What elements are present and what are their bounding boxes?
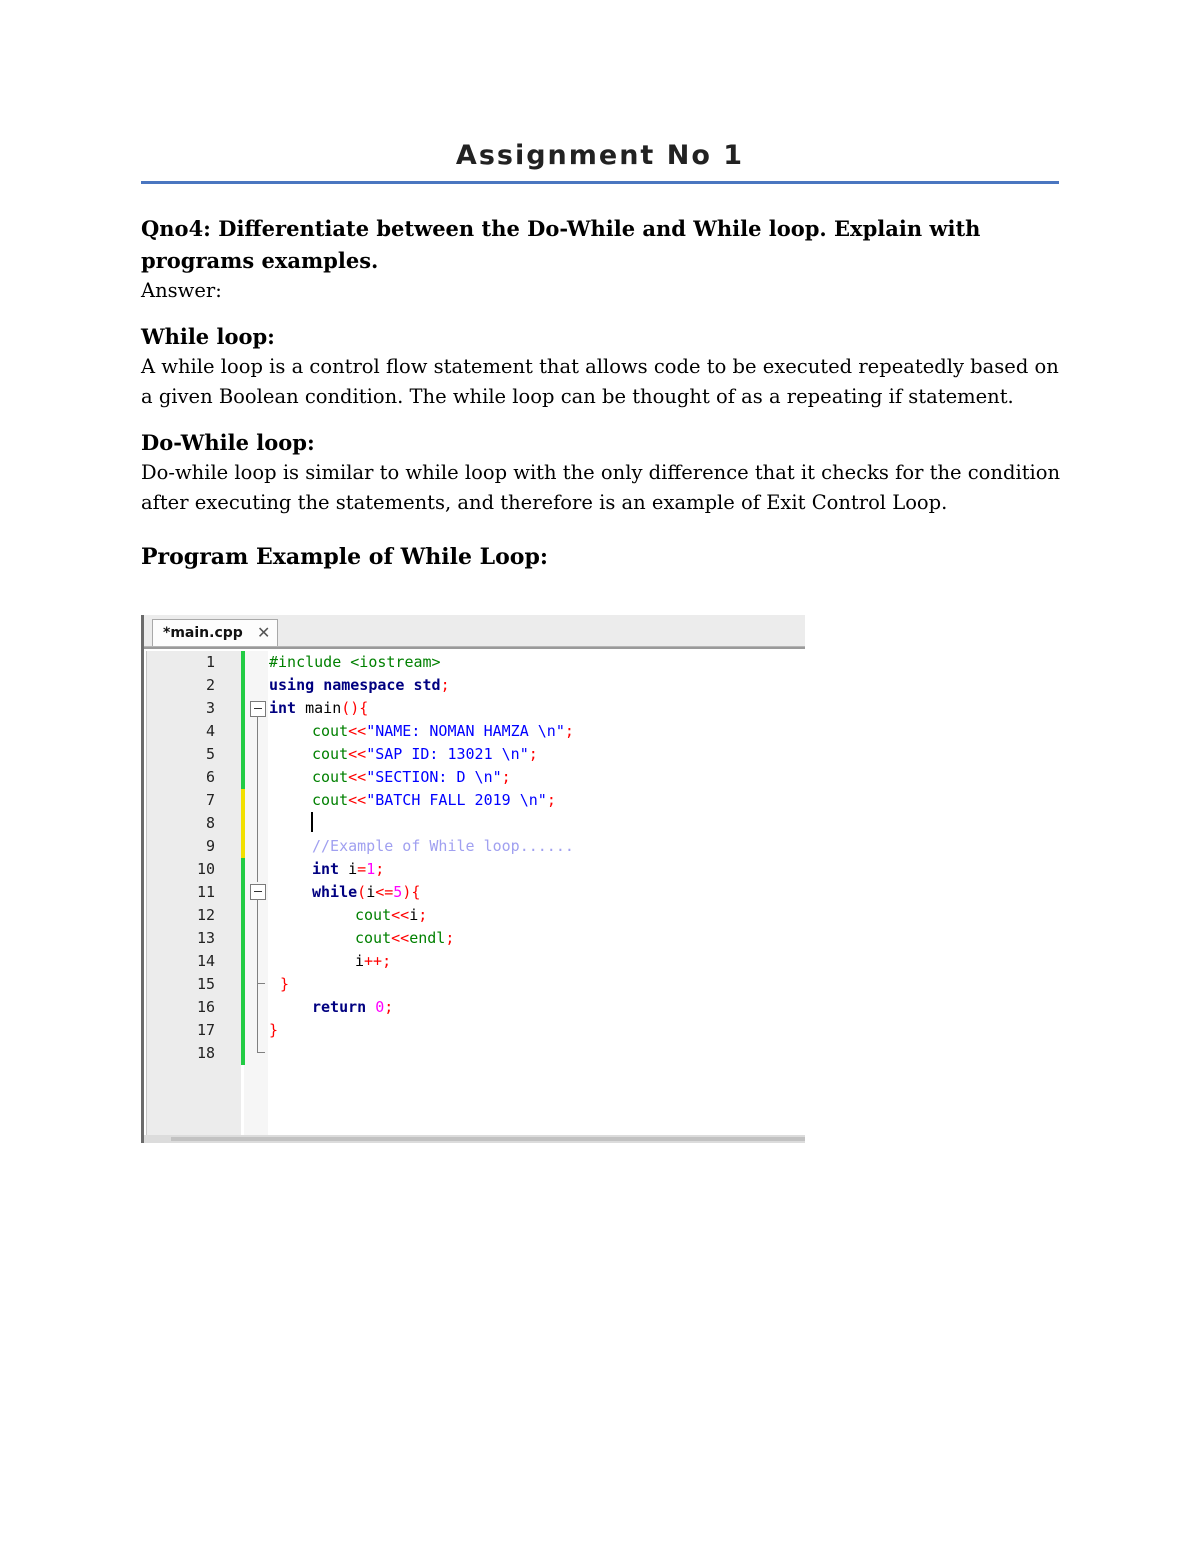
code-line [141,1019,805,1042]
line-number: 15 [196,975,215,993]
code-line [141,835,805,858]
code-text: } [269,1021,279,1039]
line-number: 10 [196,860,215,878]
code-text: using namespace std; [269,676,450,694]
code-text: i++; [355,952,392,970]
line-number: 2 [205,676,215,694]
code-text: cout<<"BATCH FALL 2019 \n"; [312,791,556,809]
scrollbar-thumb[interactable] [171,1137,805,1141]
line-number: 18 [196,1044,215,1062]
answer-label: Answer: [141,279,222,302]
editor-frame-top [144,647,805,649]
line-number: 13 [196,929,215,947]
tab-label: *main.cpp [163,625,243,641]
line-number: 8 [205,814,215,832]
change-marker [241,789,245,812]
horizontal-scrollbar[interactable] [144,1135,805,1143]
question-text: Qno4: Differentiate between the Do-While and While loop. Explain with programs examples. [141,216,981,273]
line-number: 16 [196,998,215,1016]
change-marker [241,766,245,789]
code-text: cout<<i; [355,906,428,924]
change-marker [241,743,245,766]
line-number: 17 [196,1021,215,1039]
code-line [141,858,805,881]
change-marker [241,651,245,674]
code-text: cout<<"SAP ID: 13021 \n"; [312,745,538,763]
code-text: cout<<"SECTION: D \n"; [312,768,511,786]
close-icon[interactable]: ✕ [257,623,271,642]
code-line [141,651,805,674]
code-line [141,789,805,812]
code-line [141,743,805,766]
code-line [141,674,805,697]
code-line [141,812,805,835]
code-line [141,1042,805,1065]
change-marker [241,858,245,881]
line-number: 1 [205,653,215,671]
code-line [141,720,805,743]
title-underline [141,181,1059,184]
line-number: 12 [196,906,215,924]
code-line [141,697,805,720]
while-loop-description: A while loop is a control flow statement that allows code to be executed repeatedly based on a given Boolean condition. The while loop can be thought of as a repeating if statement. [141,355,1059,408]
change-marker [241,720,245,743]
change-marker [241,950,245,973]
code-text: return 0; [312,998,394,1016]
text-caret [311,812,313,832]
code-text: int main(){ [269,699,369,717]
line-number: 3 [205,699,215,717]
while-loop-heading: While loop: [141,324,275,349]
change-marker [241,881,245,904]
code-line [141,766,805,789]
code-text: #include <iostream> [269,653,441,671]
line-number: 4 [205,722,215,740]
do-while-loop-description: Do-while loop is similar to while loop with the only difference that it checks for the condition after executing the statements, and therefore is an example of Exit Control Loop. [141,461,1061,514]
change-marker [241,927,245,950]
line-number: 9 [205,837,215,855]
code-text: //Example of While loop...... [312,837,574,855]
code-line [141,950,805,973]
change-marker [241,904,245,927]
line-number: 14 [196,952,215,970]
change-marker [241,1042,245,1065]
change-marker [241,996,245,1019]
document-title: Assignment No 1 [455,140,745,171]
code-text: cout<<endl; [355,929,455,947]
tab-main-cpp[interactable] [152,619,278,646]
change-marker [241,674,245,697]
program-example-heading: Program Example of While Loop: [141,544,548,570]
line-number: 11 [196,883,215,901]
do-while-loop-heading: Do-While loop: [141,430,315,455]
line-number: 7 [205,791,215,809]
editor-tab-bar [144,615,805,647]
line-number: 5 [205,745,215,763]
code-text: } [280,975,290,993]
code-text: cout<<"NAME: NOMAN HAMZA \n"; [312,722,574,740]
code-text: int i=1; [312,860,385,878]
line-number: 6 [205,768,215,786]
code-line [141,881,805,904]
code-line [141,996,805,1019]
change-marker [241,973,245,996]
change-marker [241,697,245,720]
change-marker [241,835,245,858]
change-marker [241,1019,245,1042]
code-line [141,927,805,950]
code-editor-screenshot [141,615,805,1143]
change-marker [241,812,245,835]
code-line [141,973,805,996]
code-line [141,904,805,927]
code-text: while(i<=5){ [312,883,421,901]
